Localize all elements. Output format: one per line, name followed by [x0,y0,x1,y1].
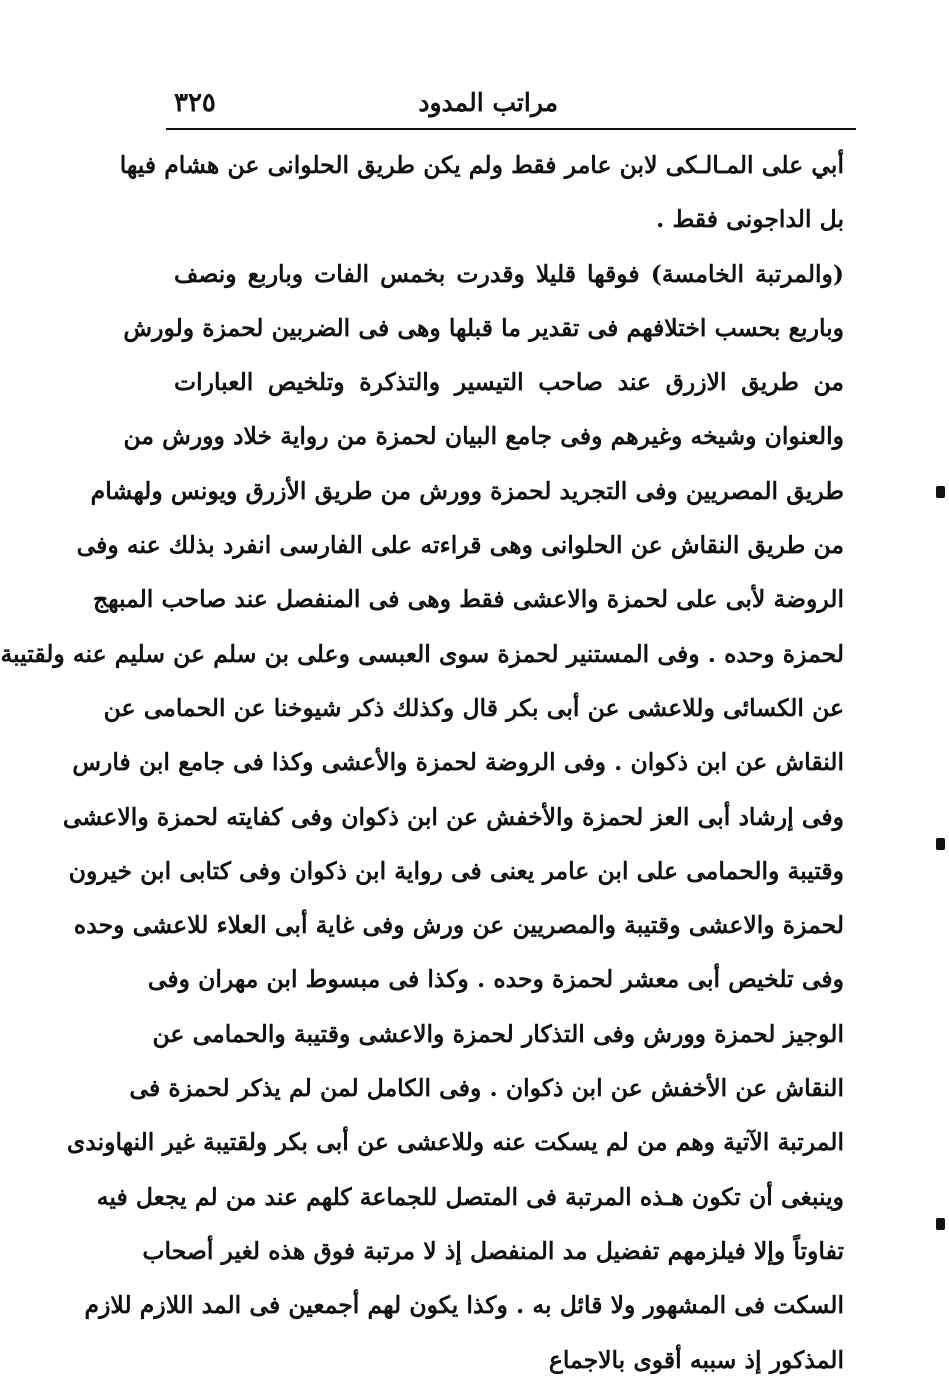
text-line: لحمزة وحده . وفى المستنير لحمزة سوى العبسى وعلى بن سلم عن سليم عنه ولقتيبة [0,639,844,668]
binding-mark [936,486,945,498]
page-header [166,84,856,128]
text-line: المذكور إذ سببه أقوى بالاجماع [548,1345,844,1374]
page-number: ٣٢٥ [174,88,216,118]
header-rule [166,128,856,130]
text-line: المرتبة الآتية وهم من لم يسكت عنه وللاعشى عن أبى بكر ولقتيبة غير النهاوندى [66,1128,844,1157]
text-line: وفى إرشاد أبى العز لحمزة والأخفش عن ابن ذكوان وفى كفايته لحمزة والاعشى [62,802,844,831]
text-line: الروضة لأبى على لحمزة والاعشى فقط وهى فى المنفصل عند صاحب المبهج [92,585,844,614]
text-line: وباربع بحسب اختلافهم فى تقدير ما قبلها وهى فى الضربين لحمزة ولورش [123,313,844,342]
binding-mark [936,838,945,850]
text-line: طريق المصريين وفى التجريد لحمزة وورش من طريق الأزرق ويونس ولهشام [90,476,844,505]
text-line: (والمرتبة الخامسة) فوقها قليلا وقدرت بخمس الفات وباربع ونصف [174,259,844,288]
text-line: أبي على المـالـكى لابن عامر فقط ولم يكن طريق الحلوانى عن هشام فيها [119,151,844,179]
text-line: عن الكسائى وللاعشى عن أبى بكر قال وكذلك ذكر شيوخنا عن الحمامى عن [103,693,844,722]
text-line: وينبغى أن تكون هـذه المرتبة فى المتصل للجماعة كلهم عند من لم يجعل فيه [96,1182,844,1211]
text-line: بل الداجونى فقط . [656,205,844,234]
body-text [0,138,844,1387]
text-line: من طريق النقاش عن الحلوانى وهى قراءته على الفارسى انفرد بذلك عنه وفى [76,531,844,560]
text-line: تفاوتاً وإلا فيلزمهم تفضيل مد المنفصل إذ لا مرتبة فوق هذه لغير أصحاب [142,1236,844,1265]
binding-mark [936,1218,945,1230]
text-line: من طريق الازرق عند صاحب التيسير والتذكرة وتلخيص العبارات [174,368,844,397]
text-line: والعنوان وشيخه وغيرهم وفى جامع البيان لحمزة من رواية خلاد وورش من [123,422,844,451]
text-line: السكت فى المشهور ولا قائل به . وكذا يكون لهم أجمعين فى المد اللازم للازم [84,1291,844,1320]
text-line: النقاش عن الأخفش عن ابن ذكوان . وفى الكامل لمن لم يذكر لحمزة فى [129,1074,844,1103]
text-line: لحمزة والاعشى وقتيبة والمصريين عن ورش وفى غاية أبى العلاء للاعشى وحده [73,911,844,940]
running-title: مراتب المدود [418,88,558,117]
text-line: وقتيبة والحمامى على ابن عامر يعنى فى رواية ابن ذكوان وفى كتابى ابن خيرون [68,856,844,885]
text-line: الوجيز لحمزة وورش وفى التذكار لحمزة والاعشى وقتيبة والحمامى عن [152,1019,844,1048]
text-line: وفى تلخيص أبى معشر لحمزة وحده . وكذا فى مبسوط ابن مهران وفى [147,965,844,994]
text-line: النقاش عن ابن ذكوان . وفى الروضة لحمزة والأعشى وكذا فى جامع ابن فارس [72,748,844,777]
